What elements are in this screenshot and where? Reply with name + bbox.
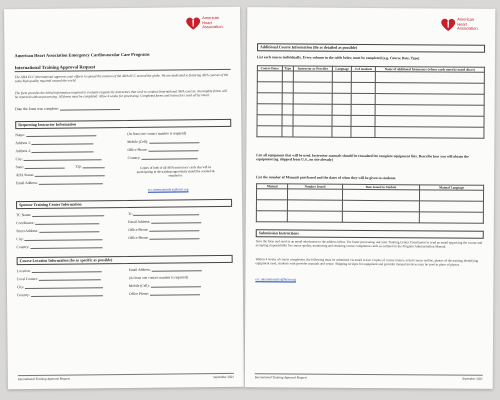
tc-office-phone-2-field[interactable]: Office Phone:	[128, 235, 199, 240]
org-title: American Heart Association Emergency Cardiovascular Care Programs	[14, 51, 150, 59]
location-contact-note: (At least one contact number is required)	[128, 275, 188, 280]
zip-field[interactable]: Zip:	[76, 164, 105, 168]
table-cell[interactable]	[293, 82, 332, 93]
country-field[interactable]: Country:	[128, 155, 198, 160]
table-cell[interactable]	[282, 71, 293, 82]
heart-torch-icon	[440, 16, 456, 32]
table-cell[interactable]	[332, 115, 351, 126]
course-header-3: Language	[333, 66, 352, 71]
form-page-2	[245, 7, 496, 389]
table-cell[interactable]	[288, 200, 343, 211]
manuals-instruction: List the number of Manuals purchased and the dates of when they will be given to students.	[256, 175, 397, 181]
section-requesting-instructor: Requesting Instructor Information	[15, 119, 231, 129]
table-cell[interactable]	[288, 211, 343, 222]
table-cell[interactable]	[257, 71, 282, 82]
table-cell[interactable]	[351, 104, 375, 115]
tc-name-field[interactable]: TC Name:	[16, 212, 104, 217]
table-cell[interactable]	[257, 104, 282, 115]
table-cell[interactable]	[351, 115, 375, 126]
table-cell[interactable]	[288, 189, 343, 200]
contact-note: (At least one contact number is required)	[127, 131, 187, 136]
table-cell[interactable]	[419, 212, 483, 223]
table-cell[interactable]	[352, 93, 376, 104]
submission-paragraph-1: Save the form and send as an email attachment to the address below. For faster processing, ask your Training Center Coordinator to send an email approving the course and accepting responsibility for course quality, monitoring and retaining course completion cards as outlined in the Program Administration Manual.	[255, 239, 483, 249]
table-row	[257, 126, 484, 139]
table-cell[interactable]	[257, 82, 282, 93]
street-address-field[interactable]: Street Address:	[16, 228, 99, 233]
table-cell[interactable]	[282, 104, 293, 115]
table-cell[interactable]	[352, 82, 376, 93]
equipment-instruction: List all equipment that will be used. Instructor manuals should be consulted for complete equipment lists. Describe how you will obtain the equipment (eg. shipped from U.S., on site already)	[256, 153, 469, 163]
table-cell[interactable]	[342, 211, 419, 223]
course-header-1: Type	[282, 66, 293, 71]
section-sponsor-training-center: Sponsor Training Center Information	[16, 199, 232, 209]
table-cell[interactable]	[257, 93, 282, 104]
manual-header-2: Date Issued to Student	[342, 184, 419, 190]
intro-text: The AHA ECC International approves your efforts to spread the mission of the AHA ECC around the globe. We are dedicated to fostering AHA courses of the same high quality required around the world.	[14, 72, 229, 84]
table-cell[interactable]	[282, 82, 293, 93]
course-list-instruction: List each course individually. Every column in the table below must be completed (e.g. Course Date, Type)	[256, 55, 420, 61]
table-cell[interactable]	[256, 189, 287, 200]
submission-email-link[interactable]: ecc.internationalcs@heart.org	[255, 277, 296, 282]
mobile-field[interactable]: Mobile (Cell):	[127, 139, 199, 144]
table-cell[interactable]	[293, 115, 332, 126]
international-email-link[interactable]: ecc.internationalcs@heart.org	[147, 187, 189, 192]
table-cell[interactable]	[351, 126, 375, 137]
aha-status-field[interactable]: AHA Status:	[16, 172, 105, 177]
table-cell[interactable]	[282, 126, 293, 137]
table-cell[interactable]	[342, 189, 419, 201]
manual-header-1: Number Issued	[288, 184, 343, 189]
email-field[interactable]: Email Address:	[16, 180, 103, 185]
aha-logo: American Heart Association.	[440, 16, 483, 32]
location-field[interactable]: Location:	[17, 268, 102, 273]
table-cell[interactable]	[332, 71, 351, 82]
location-office-phone-field[interactable]: Office Phone:	[129, 291, 200, 296]
address2-field[interactable]: Address 2:	[15, 148, 93, 153]
section-additional-course: Additional Course Information (Be as detailed as possible)	[257, 43, 485, 53]
tc-office-phone-field[interactable]: Office Phone:	[128, 227, 199, 232]
table-cell[interactable]	[293, 71, 332, 82]
manuals-table	[256, 183, 484, 224]
submission-paragraph-2: Within 4 weeks of course completion, the following must be submitted via email to fax: Copies of course rosters, actual course outline, photos of the training identifying equipment used, students with provider manuals and venue. Shipping receipts for equipment and provider manual invoices may be used in place of photos.	[255, 257, 479, 267]
table-cell[interactable]	[420, 190, 484, 201]
instructor-name-field[interactable]: Name:	[15, 132, 96, 137]
table-cell[interactable]	[332, 104, 351, 115]
office-phone-field[interactable]: Office Phone:	[127, 147, 198, 152]
table-cell[interactable]	[257, 126, 282, 137]
course-table	[256, 65, 484, 139]
tc-email-field[interactable]: Email Address:	[128, 219, 201, 224]
coordinator-field[interactable]: Coordinator:	[16, 220, 99, 225]
tc-id-field[interactable]: Tc:	[128, 211, 199, 216]
table-cell[interactable]	[375, 94, 484, 106]
table-cell[interactable]	[342, 200, 419, 212]
table-cell[interactable]	[375, 127, 484, 139]
table-cell[interactable]	[332, 126, 351, 137]
manual-header-3: Manual Language	[420, 185, 484, 190]
course-header-2: Instructor or Provider	[293, 66, 332, 71]
tc-country-field[interactable]: Country:	[16, 244, 102, 249]
table-cell[interactable]	[332, 93, 351, 104]
table-cell[interactable]	[419, 201, 483, 212]
table-cell[interactable]	[256, 211, 287, 222]
table-cell[interactable]	[293, 104, 332, 115]
date-field[interactable]: Date the form was complete:	[15, 106, 120, 111]
section-submission: Submission Instructions	[256, 229, 484, 239]
aha-logo: American Heart Association.	[185, 15, 228, 31]
table-row	[256, 211, 483, 224]
section-course-location: Course Location Information (be as specific as possible)	[17, 255, 233, 265]
address1-field[interactable]: Address 1:	[15, 140, 93, 145]
state-field[interactable]: State:	[16, 165, 65, 170]
course-header-5: Name of additional Instructors (whose cards must be noted above)	[375, 67, 484, 73]
location-email-field[interactable]: Email Address:	[129, 267, 202, 272]
city-field[interactable]: City:	[16, 156, 102, 161]
heart-torch-icon	[185, 15, 201, 31]
tc-city-field[interactable]: City:	[16, 236, 102, 241]
table-cell[interactable]	[375, 105, 484, 117]
table-cell[interactable]	[282, 93, 293, 104]
course-header-4: # of students	[352, 66, 376, 71]
manual-header-0: Manual	[257, 184, 288, 189]
table-cell[interactable]	[332, 82, 351, 93]
page-footer: International Training Approval Request September 2021	[254, 375, 483, 381]
location-mobile-field[interactable]: Mobile (Cell):	[129, 283, 201, 288]
table-cell[interactable]	[282, 115, 293, 126]
table-cell[interactable]	[257, 115, 282, 126]
table-cell[interactable]	[293, 126, 332, 137]
table-cell[interactable]	[256, 200, 287, 211]
page-footer: International Training Approval Request September 2021	[17, 374, 234, 382]
local-contact-field[interactable]: Local Contact:	[17, 276, 101, 281]
course-header-0: Course Dates	[257, 66, 282, 71]
intro-text-2: The form provides the initial information required to evaluate requests by instructors that wish to conduct International AHA courses. Incomplete forms will be returned without processing. All forms must be completed. Allow 4 weeks for processing. Completed forms and instructors send all by email.	[14, 88, 227, 100]
form-title: International Training Approval Request	[15, 63, 231, 72]
table-cell[interactable]	[375, 83, 484, 95]
table-cell[interactable]	[375, 72, 484, 84]
table-cell[interactable]	[293, 93, 332, 104]
table-cell[interactable]	[375, 116, 484, 128]
form-page-1	[4, 7, 244, 389]
card-scan-note: Copies of both of all AHA instructors' cards that will be participating in the training opportunity should be scanned & emailed to:	[136, 165, 215, 178]
location-city-field[interactable]: City:	[17, 284, 103, 289]
location-country-field[interactable]: Country:	[17, 292, 103, 297]
table-cell[interactable]	[352, 71, 376, 82]
